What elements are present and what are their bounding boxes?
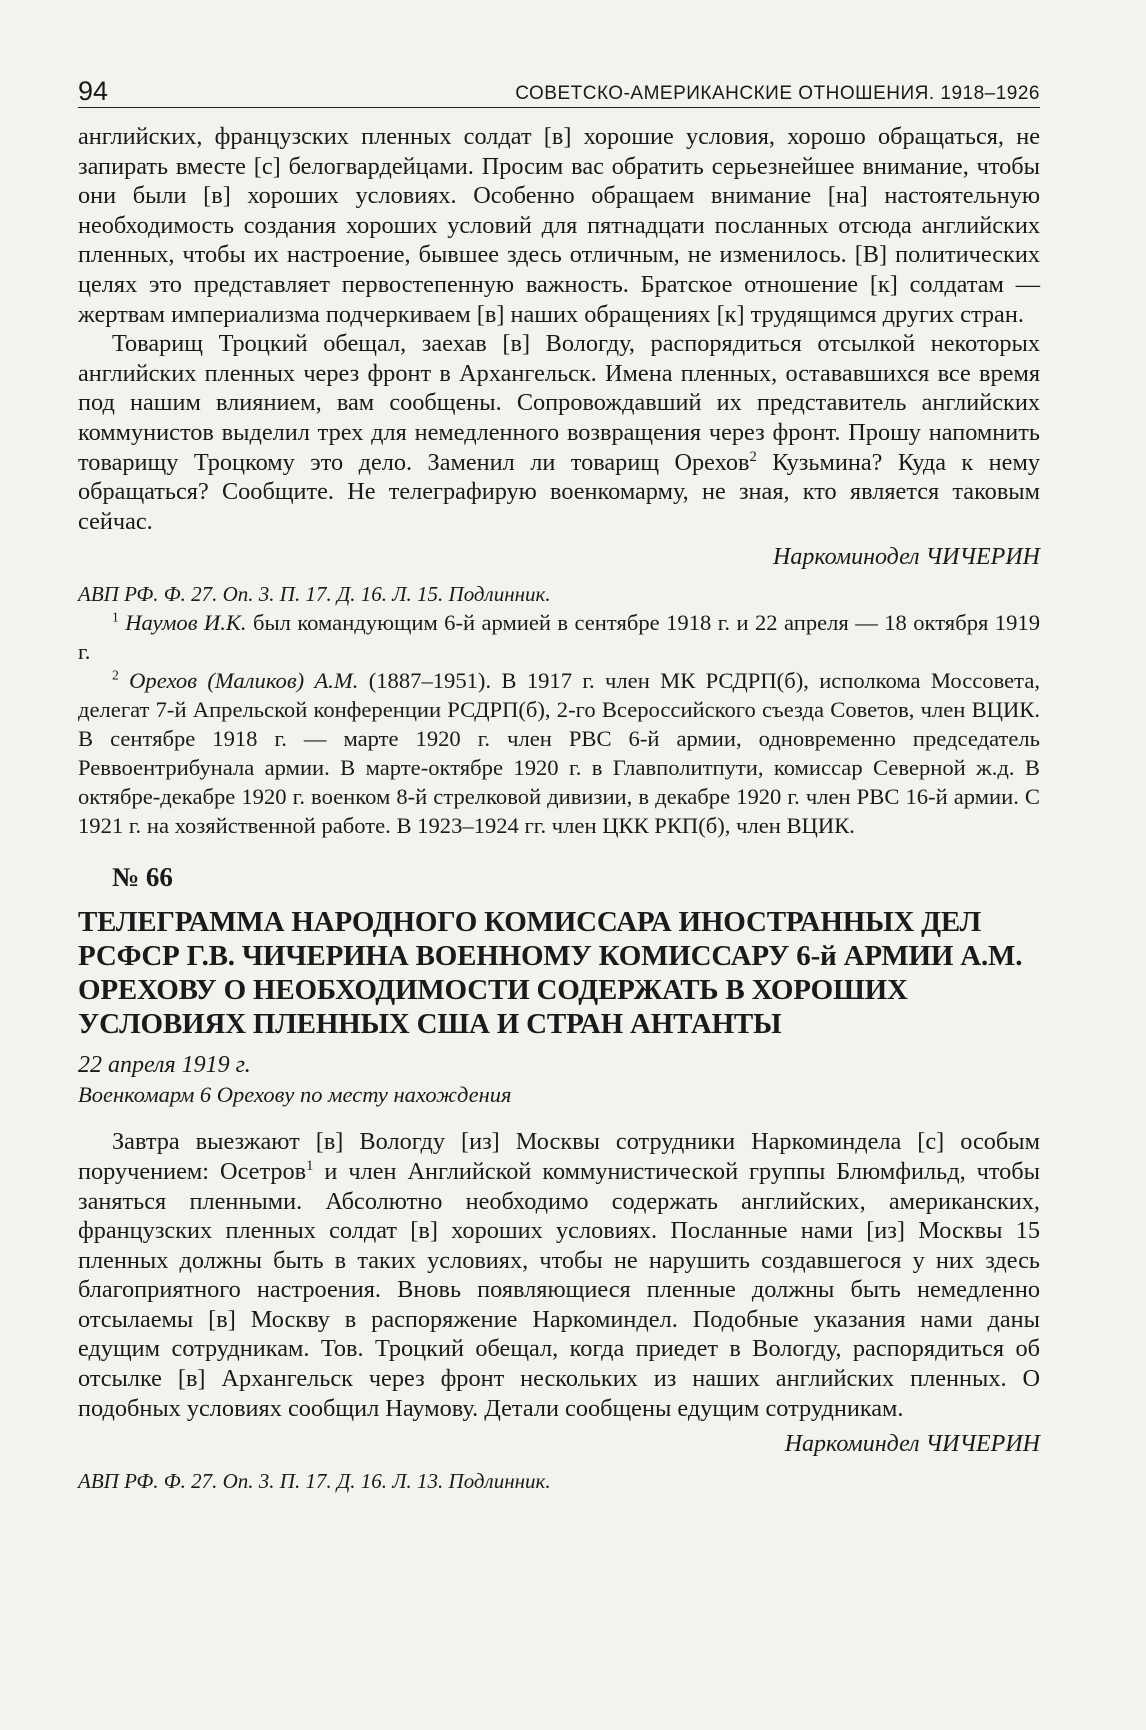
document-addressee: Военкомарм 6 Орехову по месту нахождения <box>78 1082 512 1108</box>
footnote: $^2$ Орехов (Маликов) А.М. (1887–1951). В 1917 г. член МК РСДРП(б), исполкома Моссовета, делегат 7-й Апрельской конференции РСДРП(б), 2-го Всероссийского съезда Советов, член ВЦИК. В сентябре 1918 г. — марте 1920 г. член РВС 6-й армии, одновременно председатель Реввоентрибунала армии. В марте-октябре 1920 г. в Главполитпути, комиссар Северной ж.д. В октябре-декабре 1920 г. военком 8-й стрелковой дивизии, в декабре 1920 г. член РВС 16-й армии. С 1921 г. на хозяйственной работе. В 1923–1924 гг. член ЦКК РКП(б), член ВЦИК. <box>78 667 1040 839</box>
signature: Наркоминдел ЧИЧЕРИН <box>784 1431 1040 1458</box>
running-title: СОВЕТСКО-АМЕРИКАНСКИЕ ОТНОШЕНИЯ. 1918–1926 <box>515 83 1040 104</box>
footnote-ref: 2 <box>749 448 757 465</box>
footnote-ref: 1 <box>306 1157 314 1174</box>
previous-document-paragraph: Товарищ Троцкий обещал, заехав [в] Вологду, распорядиться отсылкой некоторых английских пленных через фронт в Архангельск. Имена пленных, остававшихся все время под нашим влиянием, вам сообщены. Сопровождавший их представитель английских коммунистов выделил трех для немедленного возвращения через фронт. Прошу напомнить товарищу Троцкому это дело. Заменил ли товарищ Орехов$^2$ Кузьмина? Куда к нему обращаться? Сообщите. Не телеграфирую военкомарму, не зная, кто является таковым сейчас. <box>78 330 1040 535</box>
document-body: Завтра выезжают [в] Вологду [из] Москвы сотрудники Наркоминдела [с] особым поручением: Осетров$^1$ и член Английской коммунистической группы Блюмфильд, чтобы заняться пленными. Абсолютно необходимо содержать английских, американских, французских пленных солдат [в] хороших условиях. Посланные нами [из] Москвы 15 пленных должны быть в таких условиях, чтобы не нарушить создавшегося у них здесь благоприятного настроения. Вновь появляющиеся пленные должны быть немедленно отсылаемы [в] Москву в распоряжение Наркоминдел. Подобные указания нами даны едущим сотрудникам. Тов. Троцкий обещал, когда приедет в Вологду, распорядиться об отсылке [в] Архангельск через фронт нескольких из наших английских пленных. О подобных условиях сообщил Наумову. Детали сообщены едущим сотрудникам. <box>78 1128 1040 1422</box>
archive-reference: АВП РФ. Ф. 27. Оп. 3. П. 17. Д. 16. Л. 15. Подлинник. <box>78 582 551 607</box>
page-header <box>78 78 1040 108</box>
footnote: $^1$ Наумов И.К. был командующим 6-й армией в сентябре 1918 г. и 22 апреля — 18 октября 1919 г. <box>78 609 1040 665</box>
archive-reference: АВП РФ. Ф. 27. Оп. 3. П. 17. Д. 16. Л. 13. Подлинник. <box>78 1469 551 1494</box>
document-title: ТЕЛЕГРАММА НАРОДНОГО КОМИССАРА ИНОСТРАННЫХ ДЕЛ РСФСР Г.В. ЧИЧЕРИНА ВОЕННОМУ КОМИССАРУ 6-й АРМИИ А.М. ОРЕХОВУ О НЕОБХОДИМОСТИ СОДЕРЖАТЬ В ХОРОШИХ УСЛОВИЯХ ПЛЕННЫХ США И СТРАН АНТАНТЫ <box>78 906 1023 1041</box>
document-date: 22 апреля 1919 г. <box>78 1052 251 1079</box>
document-number: № 66 <box>112 862 173 893</box>
previous-document-paragraph: английских, французских пленных солдат [в] хорошие условия, хорошо обращаться, не запирать вместе [с] белогвардейцами. Просим вас обратить серьезнейшее внимание, чтобы они были [в] хороших условиях. Особенно обращаем внимание [на] настоятельную необходимость создания хороших условий для пятнадцати посланных отсюда английских пленных, чтобы их настроение, бывшее здесь отличным, не изменилось. [В] политических целях это представляет первостепенную важность. Братское отношение [к] солдатам — жертвам империализма подчеркиваем [в] наших обращениях [к] трудящимся других стран. <box>78 123 1040 328</box>
page-number: 94 <box>78 76 109 106</box>
signature: Наркоминодел ЧИЧЕРИН <box>773 544 1040 571</box>
